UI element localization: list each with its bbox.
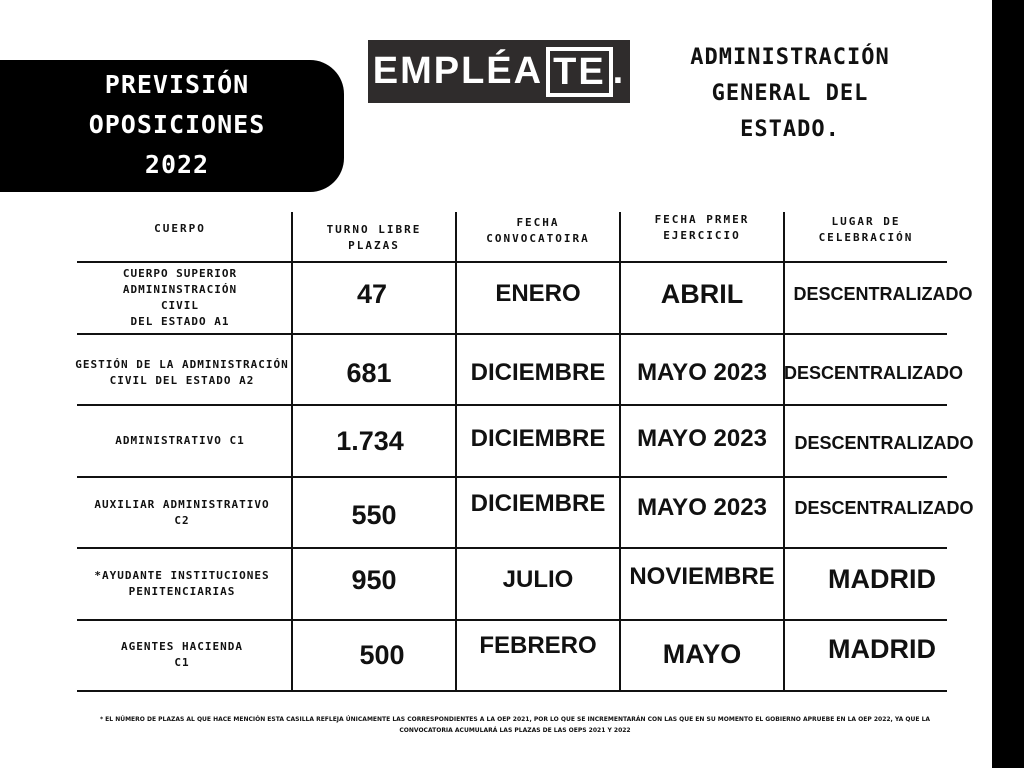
footnote-line-2: CONVOCATORIA ACUMULARÁ LAS PLAZAS DE LAS OEPS 2021 Y 2022 <box>399 727 631 734</box>
table-row-cuerpo <box>90 433 270 449</box>
footnote-line-1: * EL NÚMERO DE PLAZAS AL QUE HACE MENCIÓN ESTA CASILLA REFLEJA ÚNICAMENTE LAS CORRESPONDIENTES A LA OEP 2021, POR LO QUE SE INCREMENTARÁN CON LAS QUE EN SU MOMENTO EL GOBIERNO APRUEBE EN LA OEP 2022, YA QUE LA <box>99 716 931 723</box>
table-row-cuerpo <box>80 266 280 330</box>
cuerpo-line: AGENTES HACIENDA <box>121 640 243 653</box>
table-cell-plazas: 681 <box>346 358 392 388</box>
table-row-cuerpo <box>82 497 282 529</box>
header-turno <box>292 222 456 254</box>
cuerpo-line: DEL ESTADO A1 <box>130 315 230 328</box>
table-cell-convocatoria: DICIEMBRE <box>470 359 606 386</box>
table-cell-plazas: 550 <box>351 500 397 530</box>
table-row-cuerpo <box>72 357 292 389</box>
table-cell-lugar: MADRID <box>828 564 936 594</box>
cuerpo-line: *AYUDANTE INSTITUCIONES <box>94 569 270 582</box>
table-cell-plazas: 500 <box>359 640 405 670</box>
table-cell-ejercicio: NOVIEMBRE <box>629 563 775 590</box>
table-cell-convocatoria: DICIEMBRE <box>470 490 606 517</box>
header-lugar-label-2: CELEBRACIÓN <box>818 231 914 244</box>
row-divider <box>77 476 947 478</box>
cuerpo-line: PENITENCIARIAS <box>128 585 236 598</box>
empleate-logo <box>368 40 630 103</box>
header-fecha-conv-label-2: CONVOCATOIRA <box>486 232 590 245</box>
header-fecha-conv-label-1: FECHA <box>516 216 560 229</box>
table-cell-plazas: 950 <box>351 565 397 595</box>
table-cell-ejercicio: MAYO <box>662 639 742 669</box>
organization-heading <box>650 40 930 148</box>
cuerpo-line: ADMININSTRACIÓN <box>122 283 238 296</box>
table-cell-ejercicio: MAYO 2023 <box>637 359 767 386</box>
table-cell-plazas: 47 <box>356 279 388 309</box>
header-turno-label-1: TURNO LIBRE <box>326 223 422 236</box>
row-divider <box>77 404 947 406</box>
table-cell-ejercicio: ABRIL <box>660 279 744 309</box>
cuerpo-line: CUERPO SUPERIOR <box>122 267 238 280</box>
row-divider <box>77 690 947 692</box>
organization-line-1: ADMINISTRACIÓN <box>690 45 890 70</box>
table-cell-lugar: DESCENTRALIZADO <box>794 433 974 453</box>
table-row-cuerpo <box>82 639 282 671</box>
table-cell-lugar: DESCENTRALIZADO <box>793 284 973 304</box>
cuerpo-line: CIVIL DEL ESTADO A2 <box>109 374 255 387</box>
header-lugar-label-1: LUGAR DE <box>831 215 901 228</box>
cuerpo-line: C1 <box>174 656 190 669</box>
cuerpo-line: AUXILIAR ADMINISTRATIVO <box>94 498 270 511</box>
header-fecha-convocatoria <box>456 215 620 247</box>
table-cell-ejercicio: MAYO 2023 <box>637 425 767 452</box>
header-fecha-ejercicio <box>620 212 784 244</box>
title-banner <box>0 60 344 192</box>
logo-suffix: . <box>612 50 626 92</box>
table-row-cuerpo <box>82 568 282 600</box>
cuerpo-line: GESTIÓN DE LA ADMINISTRACIÓN <box>75 358 289 371</box>
header-fecha-ejer-label-1: FECHA PRMER <box>654 213 750 226</box>
logo-bracket-text: TE <box>546 47 613 97</box>
table-cell-convocatoria: JULIO <box>502 566 574 593</box>
table-cell-ejercicio: MAYO 2023 <box>637 494 767 521</box>
table-cell-lugar: DESCENTRALIZADO <box>784 363 963 383</box>
header-cuerpo-label: CUERPO <box>154 222 206 235</box>
cuerpo-line: C2 <box>174 514 190 527</box>
organization-line-2: GENERAL DEL <box>711 81 869 106</box>
cuerpo-line: CIVIL <box>160 299 200 312</box>
header-lugar <box>784 214 948 246</box>
table-cell-lugar: MADRID <box>828 634 936 664</box>
logo-text: EMPLÉA <box>372 50 544 92</box>
title-line-1: PREVISIÓN <box>104 70 250 99</box>
row-divider <box>77 547 947 549</box>
table-cell-convocatoria: FEBRERO <box>479 632 597 659</box>
row-divider <box>77 261 947 263</box>
header-cuerpo <box>90 221 270 237</box>
table-cell-convocatoria: ENERO <box>495 280 581 307</box>
organization-line-3: ESTADO. <box>740 117 840 142</box>
table-cell-plazas: 1.734 <box>336 426 404 456</box>
right-edge-bar <box>992 0 1024 768</box>
row-divider <box>77 333 947 335</box>
header-fecha-ejer-label-2: EJERCICIO <box>663 229 741 242</box>
table-cell-convocatoria: DICIEMBRE <box>470 425 606 452</box>
footnote <box>90 714 940 736</box>
title-line-2: OPOSICIONES <box>88 110 266 139</box>
row-divider <box>77 619 947 621</box>
table-cell-lugar: DESCENTRALIZADO <box>794 498 974 518</box>
header-turno-label-2: PLAZAS <box>348 239 400 252</box>
cuerpo-line: ADMINISTRATIVO C1 <box>115 434 245 447</box>
title-line-3: 2022 <box>144 150 210 179</box>
